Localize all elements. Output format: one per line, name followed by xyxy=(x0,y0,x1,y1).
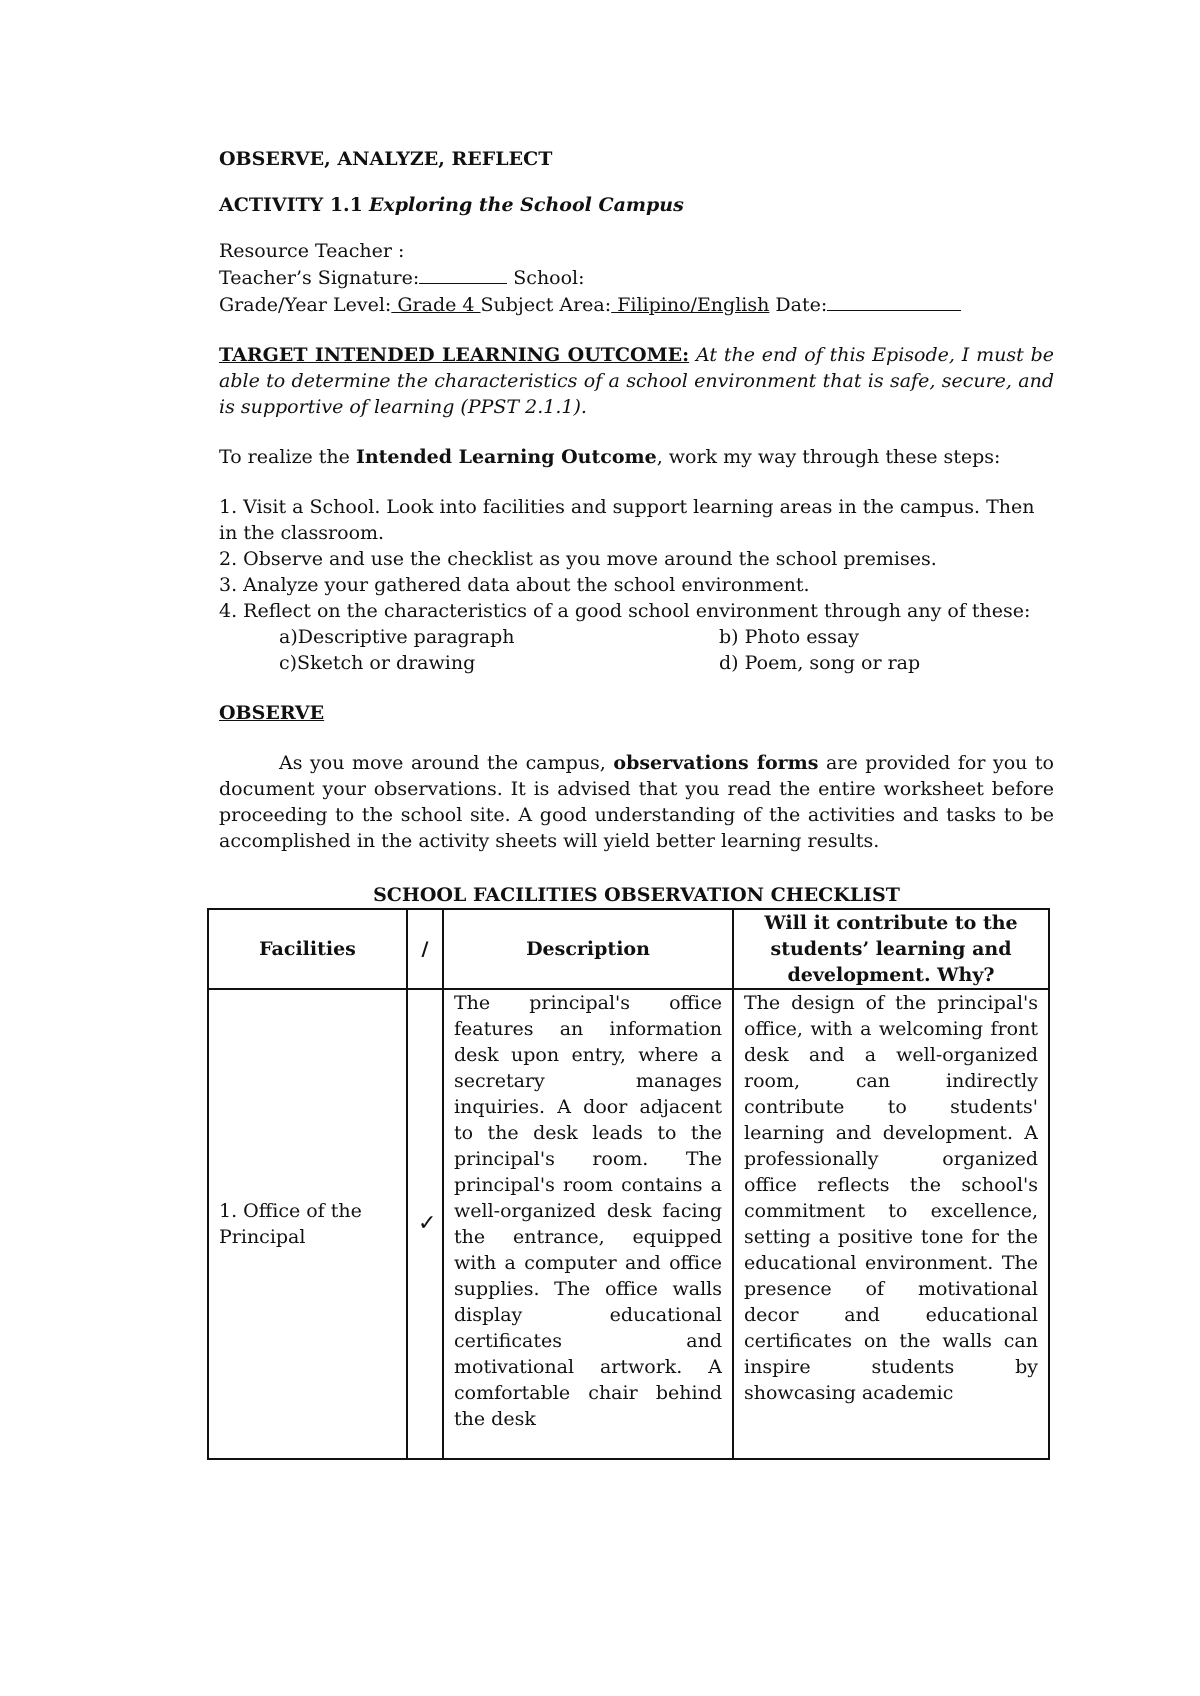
outcome-paragraph xyxy=(219,342,1054,420)
date-label: Date: xyxy=(775,294,828,316)
school-label: School: xyxy=(513,267,585,289)
option-item: a)Descriptive paragraph xyxy=(279,626,515,648)
reflection-options xyxy=(219,624,1054,676)
page-heading: OBSERVE, ANALYZE, REFLECT xyxy=(219,148,553,170)
date-blank xyxy=(827,291,961,311)
step-item: 2. Observe and use the checklist as you move around the school premises. xyxy=(219,548,937,570)
observe-paragraph xyxy=(219,750,1054,854)
activity-line xyxy=(219,192,1054,218)
intro-text-before: To realize the xyxy=(219,446,356,468)
signature-line xyxy=(219,264,1054,291)
steps-list xyxy=(219,494,1054,624)
header-contribution: Will it contribute to the students’ learning and development. Why? xyxy=(733,909,1049,989)
activity-number: ACTIVITY 1.1 xyxy=(219,194,363,216)
worksheet-page xyxy=(219,146,1054,1460)
contribution-cell xyxy=(733,989,1049,1459)
step-item: 3. Analyze your gathered data about the school environment. xyxy=(219,574,810,596)
observe-heading: OBSERVE xyxy=(219,702,325,724)
grade-label: Grade/Year Level: xyxy=(219,294,392,316)
resource-teacher-label: Resource Teacher : xyxy=(219,240,405,262)
description-cell xyxy=(443,989,733,1459)
contribution-text: The design of the principal's office, with a welcoming front desk and a well-organized room, can indirectly contribute to students' learning and development. A professionally organized office reflects the school's commitment to excellence, setting a positive tone for the educational environment. The presence of motivational decor and educational certificates on the walls can inspire students by showcasing academic xyxy=(744,992,1038,1404)
step-item: 1. Visit a School. Look into facilities and support learning areas in the campus. Then in the classroom. xyxy=(219,496,1035,544)
signature-blank xyxy=(419,264,507,284)
outcome-label: TARGET INTENDED LEARNING OUTCOME: xyxy=(219,344,690,366)
signature-label: Teacher’s Signature: xyxy=(219,267,420,289)
observe-text-before: As you move around the campus, xyxy=(279,752,614,774)
intro-bold: Intended Learning Outcome xyxy=(355,446,657,468)
intro-text-after: , work my way through these steps: xyxy=(656,446,1001,468)
table-title: SCHOOL FACILITIES OBSERVATION CHECKLIST xyxy=(373,884,900,906)
activity-title: Exploring the School Campus xyxy=(368,194,684,216)
subject-value: Filipino/English xyxy=(611,294,770,316)
outcome-text: At the end of this Episode, I must be able to determine the characteristics of a school environment that is safe, secure, and is supportive of learning (PPST 2.1.1). xyxy=(219,344,1054,418)
check-mark-icon: ✓ xyxy=(407,989,443,1459)
description-text: The principal's office features an information desk upon entry, where a secretary manages inquiries. A door adjacent to the desk leads to the principal's room. The principal's room contains a well-organized desk facing the entrance, equipped with a computer and office supplies. The office walls display educational certificates and motivational artwork. A comfortable chair behind the desk xyxy=(454,992,722,1430)
facilities-checklist-table xyxy=(207,908,1050,1460)
option-item: d) Poem, song or rap xyxy=(719,652,921,674)
step-item: 4. Reflect on the characteristics of a good school environment through any of these: xyxy=(219,600,1031,622)
grade-value: Grade 4 xyxy=(391,294,481,316)
grade-line xyxy=(219,291,1054,318)
observe-bold: observations forms xyxy=(613,752,819,774)
option-item: b) Photo essay xyxy=(719,626,859,648)
facility-cell: 1. Office of the Principal xyxy=(208,989,407,1459)
intro-paragraph xyxy=(219,444,1054,470)
option-item: c)Sketch or drawing xyxy=(279,652,476,674)
header-check: / xyxy=(407,909,443,989)
observe-text-after: are provided for you to document your observations. It is advised that you read the entire worksheet before proceeding to the school site. A good understanding of the activities and tasks to be accomplished in the activity sheets will yield better learning results. xyxy=(219,752,1054,852)
header-facilities: Facilities xyxy=(208,909,407,989)
table-header-row xyxy=(208,909,1049,989)
table-row xyxy=(208,989,1049,1459)
header-description: Description xyxy=(443,909,733,989)
subject-label: Subject Area: xyxy=(480,294,612,316)
